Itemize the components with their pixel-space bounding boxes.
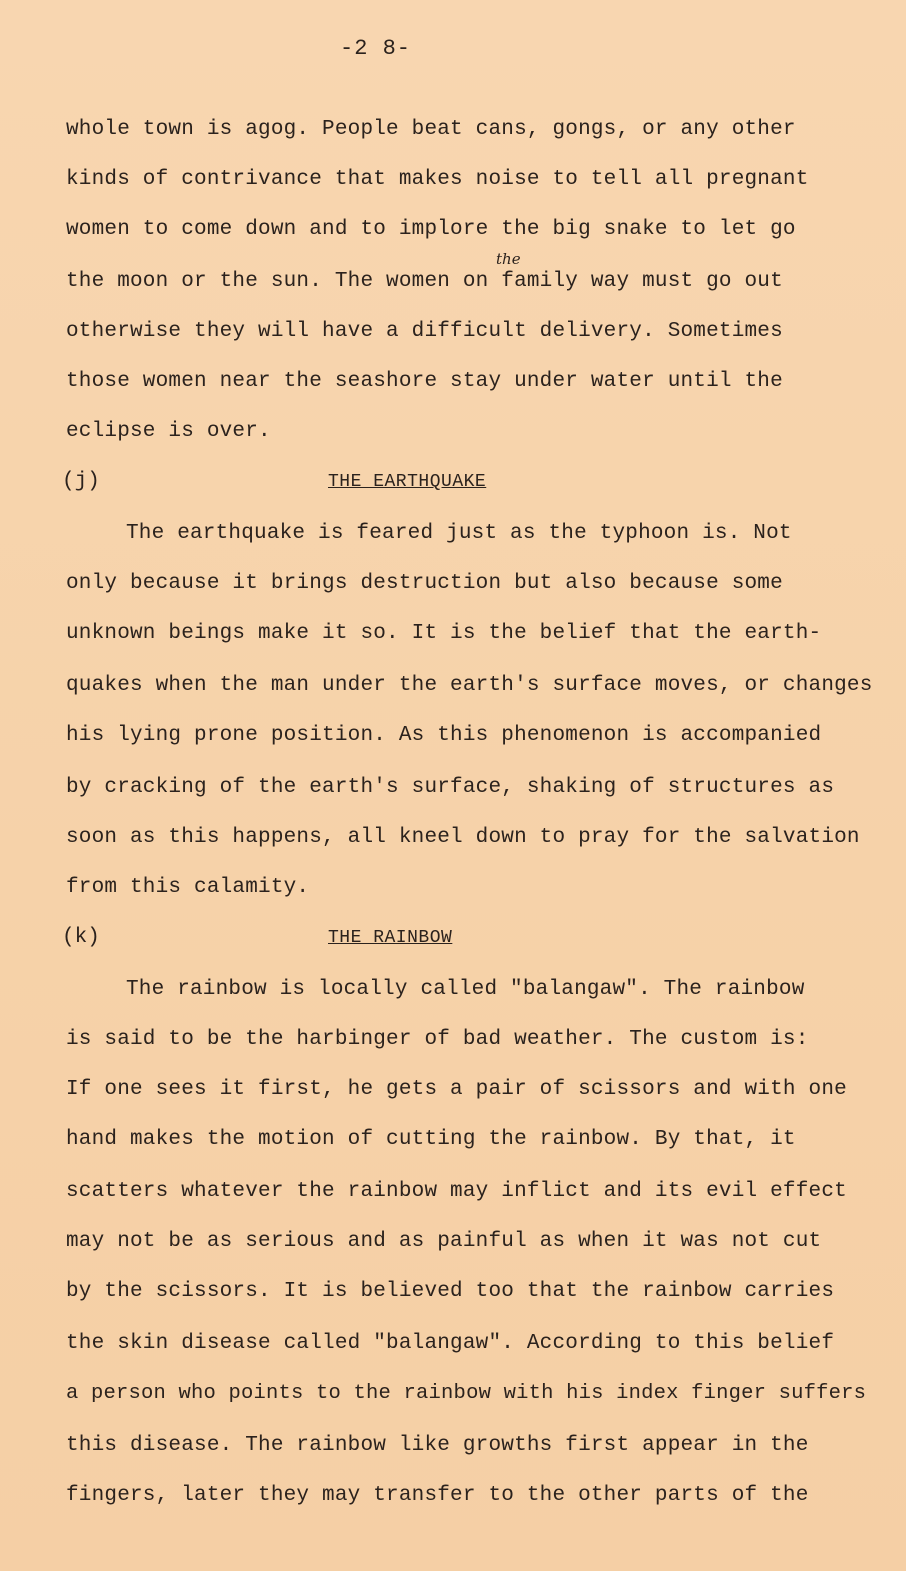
text-line: a person who points to the rainbow with his index finger suffers	[66, 1382, 867, 1405]
text-line: scatters whatever the rainbow may inflict and its evil effect	[66, 1180, 847, 1203]
text-line: The rainbow is locally called "balangaw". The rainbow	[126, 978, 805, 1001]
section-title: THE RAINBOW	[328, 928, 453, 948]
text-line: quakes when the man under the earth's surface moves, or changes	[66, 674, 873, 697]
text-line: this disease. The rainbow like growths first appear in the	[66, 1434, 809, 1457]
text-line: The earthquake is feared just as the typhoon is. Not	[126, 522, 792, 545]
text-line: by the scissors. It is believed too that the rainbow carries	[66, 1280, 835, 1303]
text-line: kinds of contrivance that makes noise to tell all pregnant	[66, 168, 809, 191]
text-line: the skin disease called "balangaw". According to this belief	[66, 1332, 835, 1355]
text-line: fingers, later they may transfer to the other parts of the	[66, 1484, 809, 1507]
text-line: is said to be the harbinger of bad weather. The custom is:	[66, 1028, 809, 1051]
text-line: soon as this happens, all kneel down to pray for the salvation	[66, 826, 860, 849]
text-line: women to come down and to implore the big snake to let go	[66, 218, 796, 241]
text-line: his lying prone position. As this phenomenon is accompanied	[66, 724, 822, 747]
text-line: from this calamity.	[66, 876, 310, 899]
text-line: the moon or the sun. The women on family way must go out	[66, 270, 783, 293]
section-letter: (j)	[62, 470, 100, 493]
text-line: If one sees it first, he gets a pair of scissors and with one	[66, 1078, 847, 1101]
text-line: unknown beings make it so. It is the belief that the earth-	[66, 622, 822, 645]
text-line: otherwise they will have a difficult delivery. Sometimes	[66, 320, 783, 343]
text-line: hand makes the motion of cutting the rainbow. By that, it	[66, 1128, 796, 1151]
text-line: whole town is agog. People beat cans, gongs, or any other	[66, 118, 796, 141]
text-line: those women near the seashore stay under water until the	[66, 370, 783, 393]
page-number: -2 8-	[340, 36, 412, 61]
section-title: THE EARTHQUAKE	[328, 472, 487, 492]
text-line: eclipse is over.	[66, 420, 271, 443]
text-line: only because it brings destruction but also because some	[66, 572, 783, 595]
handwritten-insert: the	[496, 250, 521, 268]
text-line: may not be as serious and as painful as when it was not cut	[66, 1230, 822, 1253]
section-letter: (k)	[62, 926, 100, 949]
text-line: by cracking of the earth's surface, shaking of structures as	[66, 776, 835, 799]
